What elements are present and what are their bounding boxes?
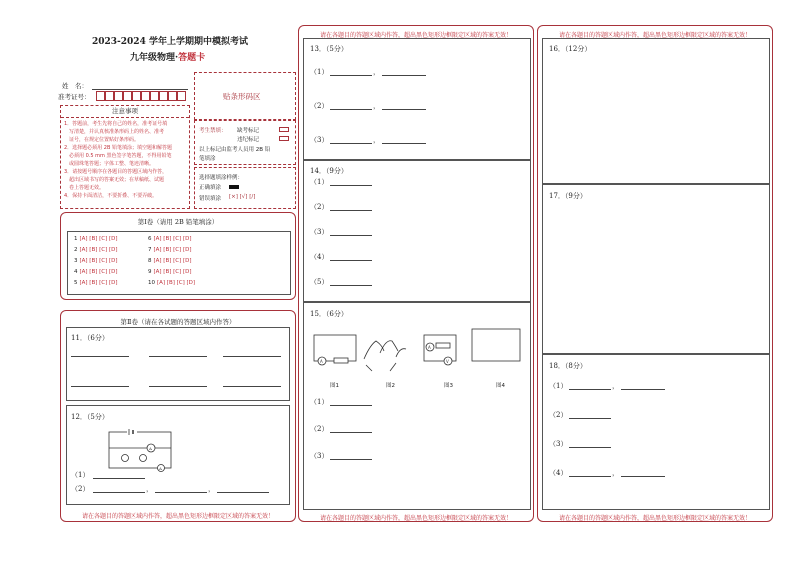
part-label: （3） bbox=[310, 136, 329, 144]
answer-blank[interactable] bbox=[569, 418, 611, 419]
answer-blank[interactable] bbox=[382, 75, 426, 76]
q11-title: 11．（6分） bbox=[71, 334, 109, 342]
answer-blank[interactable] bbox=[330, 109, 372, 110]
answer-blank[interactable] bbox=[621, 476, 665, 477]
mc-options[interactable]: [A] [B] [C] [D] bbox=[153, 258, 192, 264]
section2-frame bbox=[60, 310, 296, 522]
name-field[interactable] bbox=[92, 89, 188, 90]
answer-blank[interactable] bbox=[330, 260, 372, 261]
wrong-fill-samples: [×] [√] [/] bbox=[229, 194, 256, 200]
blank-separator: ， bbox=[612, 469, 619, 477]
fill-example-title: 选择题填涂样例： bbox=[199, 175, 244, 181]
part-label: （1） bbox=[310, 68, 329, 76]
part-label: （3） bbox=[310, 228, 329, 236]
mc-options[interactable]: [A] [B] [C] [D] bbox=[79, 258, 118, 264]
q11-blank-2[interactable] bbox=[149, 356, 207, 357]
q11-blank-6[interactable] bbox=[223, 386, 281, 387]
mc-question-row[interactable] bbox=[74, 280, 118, 286]
part-label: （2） bbox=[310, 425, 329, 433]
exam-id-digit-cell[interactable] bbox=[177, 91, 186, 101]
notice-item: 2．选择题必须用 2B 铅笔填涂；填空题和解答题 bbox=[64, 145, 172, 151]
q12-part2-blank-2[interactable] bbox=[155, 492, 207, 493]
notice-item: 或圆珠笔答题；字体工整、笔迹清晰。 bbox=[64, 161, 155, 167]
correct-fill-sample bbox=[229, 185, 239, 189]
section1-title: 第Ⅰ卷（请用 2B 铅笔填涂） bbox=[137, 218, 219, 226]
svg-text:A: A bbox=[320, 359, 323, 364]
part-label: （4） bbox=[549, 469, 568, 477]
exam-id-digit-cell[interactable] bbox=[96, 91, 105, 101]
svg-text:V: V bbox=[446, 359, 449, 364]
answer-blank[interactable] bbox=[330, 210, 372, 211]
answer-blank[interactable] bbox=[569, 447, 611, 448]
exam-id-digit-cell[interactable] bbox=[114, 91, 123, 101]
q12-part1-blank[interactable] bbox=[93, 478, 145, 479]
mc-question-row[interactable] bbox=[74, 269, 118, 275]
mc-question-number: 9 bbox=[148, 269, 152, 275]
answer-blank[interactable] bbox=[382, 109, 426, 110]
mc-question-number: 2 bbox=[74, 247, 78, 253]
marks-note-line1: 以上标记由监考人员用 2B 铅 bbox=[199, 147, 271, 153]
figure-label: 图2 bbox=[386, 383, 395, 389]
fill-example-box bbox=[194, 167, 296, 209]
q16-box bbox=[542, 38, 770, 184]
q18-title: 18．（8分） bbox=[549, 362, 587, 370]
answer-blank[interactable] bbox=[330, 235, 372, 236]
q11-blank-5[interactable] bbox=[149, 386, 207, 387]
q16-title: 16．（12分） bbox=[549, 45, 592, 53]
correct-fill-label: 正确填涂 bbox=[199, 185, 222, 191]
mc-question-number: 5 bbox=[74, 280, 78, 286]
mc-options[interactable]: [A] [B] [C] [D] bbox=[79, 280, 118, 286]
marks-box bbox=[194, 120, 296, 165]
part-label: （2） bbox=[310, 102, 329, 110]
q17-title: 17．（9分） bbox=[549, 192, 587, 200]
wrong-fill-label: 错误填涂 bbox=[199, 196, 222, 202]
q18-box bbox=[542, 354, 770, 510]
mc-question-row[interactable] bbox=[74, 236, 118, 242]
q15-box bbox=[303, 302, 531, 510]
notice-item: 卷上答题无效。 bbox=[64, 185, 105, 191]
mc-question-number: 1 bbox=[74, 236, 78, 242]
part-label: （3） bbox=[549, 440, 568, 448]
notice-title: 注意事项 bbox=[61, 106, 189, 118]
mc-question-row[interactable] bbox=[74, 258, 118, 264]
q12-part1-label: （1） bbox=[71, 471, 90, 479]
figure-label: 图3 bbox=[444, 383, 453, 389]
column2-warning-bottom: 请在各题目的答题区域内作答，超出黑色矩形边框限定区域的答案无效！ bbox=[319, 515, 512, 522]
answer-blank[interactable] bbox=[569, 476, 611, 477]
figure-label: 图4 bbox=[496, 383, 505, 389]
mc-options[interactable]: [A] [B] [C] [D] bbox=[153, 269, 192, 275]
q15-figures bbox=[310, 327, 528, 379]
marks-label: 考生禁填： bbox=[199, 128, 227, 134]
svg-text:A: A bbox=[149, 446, 152, 451]
barcode-area-label: 贴条形码区 bbox=[223, 92, 261, 101]
exam-id-digit-cell[interactable] bbox=[159, 91, 168, 101]
answer-blank[interactable] bbox=[621, 389, 665, 390]
notice-item: 4．保持卡面清洁，不要折叠、不要弄破。 bbox=[64, 193, 158, 199]
part-label: （3） bbox=[310, 452, 329, 460]
mc-question-row[interactable] bbox=[148, 269, 192, 275]
part-label: （2） bbox=[549, 411, 568, 419]
answer-blank[interactable] bbox=[330, 75, 372, 76]
mc-grid bbox=[67, 231, 291, 295]
blank-separator: ， bbox=[373, 102, 380, 110]
exam-subtitle: 九年级物理·答题卡 bbox=[130, 53, 206, 63]
section2-title: 第Ⅱ卷（请在各试题的答题区域内作答） bbox=[120, 318, 236, 326]
q12-part2-blank-1[interactable] bbox=[93, 492, 145, 493]
mc-question-number: 8 bbox=[148, 258, 152, 264]
exam-id-digit-cell[interactable] bbox=[105, 91, 114, 101]
mc-question-row[interactable] bbox=[148, 247, 192, 253]
notice-item: 3．请按题号顺序在各题目的答题区域内作答， bbox=[64, 169, 168, 175]
part-label: （4） bbox=[310, 253, 329, 261]
q11-blank-1[interactable] bbox=[71, 356, 129, 357]
mc-options[interactable]: [A] [B] [C] [D] bbox=[79, 269, 118, 275]
q12-sep-2: ， bbox=[208, 485, 215, 493]
q13-box bbox=[303, 38, 531, 160]
mc-options[interactable]: [A] [B] [C] [D] bbox=[157, 280, 196, 286]
blank-separator: ， bbox=[612, 382, 619, 390]
q14-box bbox=[303, 160, 531, 302]
blank-separator: ， bbox=[373, 136, 380, 144]
q15-title: 15．（6分） bbox=[310, 310, 348, 318]
q12-box bbox=[66, 405, 290, 505]
part-label: （1） bbox=[310, 178, 329, 186]
q12-title: 12．（5分） bbox=[71, 413, 109, 421]
section1-frame bbox=[60, 212, 296, 300]
exam-title: 2023-2024 学年上学期期中模拟考试 bbox=[92, 37, 248, 47]
column2-warning-top: 请在各题目的答题区域内作答，超出黑色矩形边框限定区域的答案无效！ bbox=[319, 32, 512, 39]
answer-blank[interactable] bbox=[330, 432, 372, 433]
mc-question-row[interactable] bbox=[148, 258, 192, 264]
mc-question-row[interactable] bbox=[148, 280, 195, 286]
mc-options[interactable]: [A] [B] [C] [D] bbox=[79, 236, 118, 242]
column3-warning-top: 请在各题目的答题区域内作答，超出黑色矩形边框限定区域的答案无效！ bbox=[558, 32, 751, 39]
notice-item: 写清楚，并认真核准条形码上的姓名、准考 bbox=[64, 129, 165, 135]
notice-item: 证号，在规定位置贴好条形码。 bbox=[64, 137, 140, 143]
q14-title: 14．（9分） bbox=[310, 167, 348, 175]
cheat-mark-label: 违纪标记 bbox=[237, 137, 260, 143]
part-label: （1） bbox=[549, 382, 568, 390]
q17-box bbox=[542, 184, 770, 354]
exam-id-digit-cell[interactable] bbox=[123, 91, 132, 101]
exam-id-digit-cell[interactable] bbox=[168, 91, 177, 101]
q13-title: 13．（5分） bbox=[310, 45, 348, 53]
answer-blank[interactable] bbox=[382, 143, 426, 144]
notice-item: 超出区域书写的答案无效；在草稿纸、试题 bbox=[64, 177, 165, 183]
footer-warning-col1: 请在各题目的答题区域内作答，超出黑色矩形边框限定区域的答案无效！ bbox=[81, 513, 274, 520]
part-label: （5） bbox=[310, 278, 329, 286]
answer-blank[interactable] bbox=[330, 405, 372, 406]
q11-box bbox=[66, 327, 290, 401]
column2-frame bbox=[298, 25, 534, 522]
mc-options[interactable]: [A] [B] [C] [D] bbox=[153, 247, 192, 253]
answer-blank[interactable] bbox=[330, 285, 372, 286]
svg-text:A: A bbox=[428, 345, 431, 350]
q12-part2-blank-3[interactable] bbox=[217, 492, 269, 493]
part-label: （1） bbox=[310, 398, 329, 406]
name-label: 姓 名： bbox=[62, 82, 88, 90]
exam-id-digit-cell[interactable] bbox=[150, 91, 159, 101]
notice-item: 1．答题前，考生先将自己的姓名，准考证号填 bbox=[64, 121, 168, 127]
answer-blank[interactable] bbox=[330, 459, 372, 460]
answer-blank[interactable] bbox=[569, 389, 611, 390]
q12-part2-label: （2） bbox=[71, 485, 90, 493]
blank-separator: ， bbox=[373, 68, 380, 76]
exam-id-label: 准考证号： bbox=[58, 93, 91, 101]
q12-circuit-diagram bbox=[105, 426, 175, 474]
column3-frame bbox=[537, 25, 773, 522]
mc-question-row[interactable] bbox=[148, 236, 192, 242]
answer-blank[interactable] bbox=[330, 143, 372, 144]
marks-note-line2: 笔填涂 bbox=[199, 156, 216, 162]
missing-mark-box[interactable] bbox=[279, 127, 289, 132]
svg-text:A: A bbox=[159, 466, 162, 471]
missing-mark-label: 缺考标记 bbox=[237, 128, 260, 134]
mc-question-number: 4 bbox=[74, 269, 78, 275]
mc-options[interactable]: [A] [B] [C] [D] bbox=[153, 236, 192, 242]
mc-question-number: 7 bbox=[148, 247, 152, 253]
notice-item: 必须用 0.5 mm 黑色签字笔答题，不得用铅笔 bbox=[64, 153, 172, 159]
notice-list bbox=[64, 120, 172, 200]
notice-box bbox=[60, 105, 190, 209]
mc-options[interactable]: [A] [B] [C] [D] bbox=[79, 247, 118, 253]
mc-question-row[interactable] bbox=[74, 247, 118, 253]
column3-warning-bottom: 请在各题目的答题区域内作答，超出黑色矩形边框限定区域的答案无效！ bbox=[558, 515, 751, 522]
q12-sep-1: ， bbox=[146, 485, 153, 493]
answer-blank[interactable] bbox=[330, 185, 372, 186]
q11-blank-3[interactable] bbox=[223, 356, 281, 357]
q11-blank-4[interactable] bbox=[71, 386, 129, 387]
exam-id-digit-cell[interactable] bbox=[141, 91, 150, 101]
mc-question-number: 6 bbox=[148, 236, 152, 242]
mc-question-number: 3 bbox=[74, 258, 78, 264]
figure-label: 图1 bbox=[330, 383, 339, 389]
exam-id-digit-cell[interactable] bbox=[132, 91, 141, 101]
part-label: （2） bbox=[310, 203, 329, 211]
mc-question-number: 10 bbox=[148, 280, 155, 286]
barcode-area bbox=[194, 72, 296, 120]
cheat-mark-box[interactable] bbox=[279, 136, 289, 141]
